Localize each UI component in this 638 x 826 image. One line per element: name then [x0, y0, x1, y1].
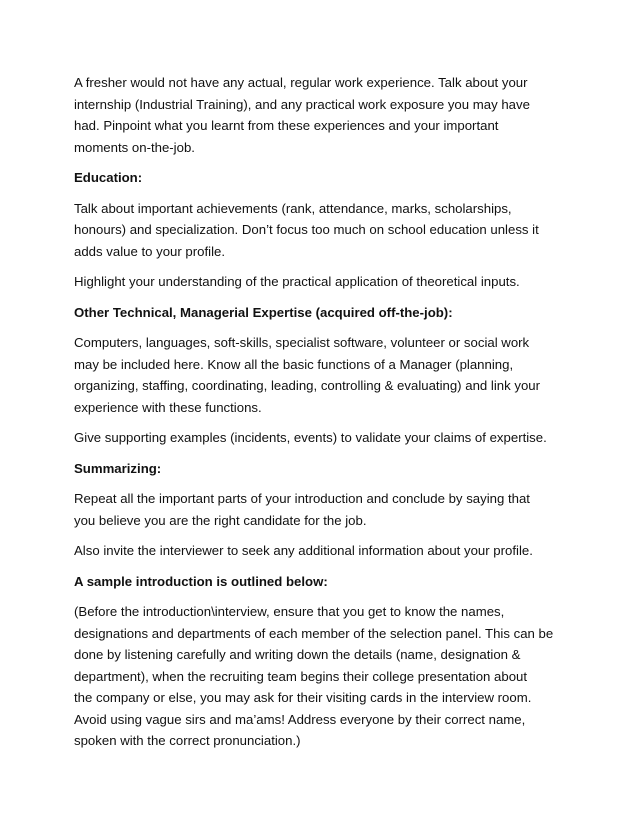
- paragraph-invite-interviewer: Also invite the interviewer to seek any additional information about your profile.: [74, 543, 533, 558]
- document-body: [74, 72, 574, 761]
- paragraph-fresher-experience: A fresher would not have any actual, regular work experience. Talk about your internship (Industrial Training), and any practical work exposure you may have had. Pinpoint what you learnt from these experiences and your important moments on-the-job.: [74, 75, 530, 155]
- heading-sample-introduction: A sample introduction is outlined below:: [74, 573, 328, 589]
- heading-other-expertise: Other Technical, Managerial Expertise (acquired off-the-job):: [74, 304, 453, 320]
- heading-education: Education:: [74, 170, 143, 185]
- paragraph-computers-languages: Computers, languages, soft-skills, specialist software, volunteer or social work may be included here. Know all the basic functions of a Manager (planning, organizing, staffing, coordinating, leading, controlling & evaluating) and link your experience with these functions.: [74, 335, 541, 415]
- paragraph-practical-application: Highlight your understanding of the practical application of theoretical inputs.: [74, 274, 520, 289]
- paragraph-before-introduction: (Before the introduction\interview, ensure that you get to know the names, designations and departments of each member of the selection panel. This can be done by listening carefully and writing down the details (name, designation & department), when the recruiting team begins their college presentation about the company or else, you may ask for their visiting cards in the interview room. Avoid using vague sirs and ma’ams! Address everyone by their correct name, spoken with the correct pronunciation.): [74, 604, 554, 748]
- paragraph-education-achievements: Talk about important achievements (rank, attendance, marks, scholarships, honours) and specialization. Don’t focus too much on school education unless it adds value to your profile.: [74, 200, 539, 259]
- heading-summarizing: Summarizing:: [74, 460, 162, 476]
- paragraph-repeat-parts: Repeat all the important parts of your introduction and conclude by saying that you believe you are the right candidate for the job.: [74, 491, 530, 528]
- paragraph-supporting-examples: Give supporting examples (incidents, events) to validate your claims of expertise.: [74, 430, 547, 445]
